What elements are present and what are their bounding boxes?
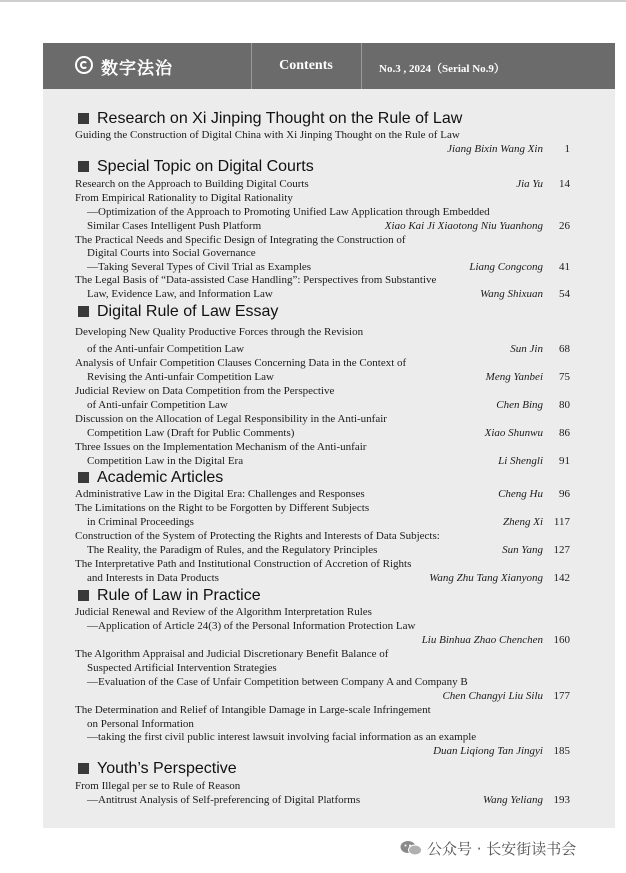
section-title: Youth’s Perspective [97,760,237,777]
entry-title: Research on the Approach to Building Digital Courts [75,178,309,190]
entry-author: Wang Zhu Tang Xianyong [429,572,543,584]
entry-title: Revising the Anti-unfair Competition Law [87,371,274,383]
entry-line [87,205,570,219]
entry-line [87,661,570,675]
entry-line [87,717,570,731]
entry-line [87,619,570,633]
entry-line [87,426,570,440]
entry-page: 160 [553,634,570,646]
entry-line [75,273,570,287]
entry-page: 26 [559,220,570,232]
entry-page: 96 [559,488,570,500]
square-bullet-icon [78,763,89,774]
page-top-border [0,0,626,2]
entry-line [87,730,570,744]
wechat-icon [400,840,422,856]
entry-line [87,287,570,301]
entry-title: The Reality, the Paradigm of Rules, and the Regulatory Principles [87,544,378,556]
entry-line [75,557,570,571]
contents-title: Contents [279,58,333,73]
entry-page: 1 [564,143,570,155]
entry-title: The Algorithm Appraisal and Judicial Discretionary Benefit Balance of [75,648,389,660]
entry-line [87,793,570,807]
entry-line [87,342,570,356]
entry-title: From Empirical Rationality to Digital Rationality [75,192,293,204]
entry-line [75,703,570,717]
entry-title: The Legal Basis of “Data-assisted Case Handling”: Perspectives from Substantive [75,274,437,286]
entry-title: Judicial Renewal and Review of the Algorithm Interpretation Rules [75,606,372,618]
entry-page: 75 [559,371,570,383]
entry-line [75,128,570,142]
square-bullet-icon [78,113,89,124]
entry-author: Liu Binhua Zhao Chenchen [421,634,543,646]
section-heading [78,110,462,130]
entry-title: From Illegal per se to Rule of Reason [75,780,241,792]
section-heading [78,469,223,489]
entry-line [87,454,570,468]
section-title: Digital Rule of Law Essay [97,303,279,320]
entry-title: Analysis of Unfair Competition Clauses Concerning Data in the Context of [75,357,407,369]
entry-title: —Application of Article 24(3) of the Personal Information Protection Law [87,620,416,632]
section-title: Special Topic on Digital Courts [97,158,314,175]
entry-line [75,501,570,515]
entry-line [75,605,570,619]
section-heading [78,760,237,780]
entry-line [87,370,570,384]
entry-title: Digital Courts into Social Governance [87,247,256,259]
entry-title: Competition Law in the Digital Era [87,455,244,467]
entry-title: Three Issues on the Implementation Mechanism of the Anti-unfair [75,441,367,453]
entry-title: Similar Cases Intelligent Push Platform [87,220,262,232]
entry-line [75,529,570,543]
entry-line [87,260,570,274]
entry-title: Construction of the System of Protecting the Rights and Interests of Data Subjects: [75,530,440,542]
entry-page: 80 [559,399,570,411]
entry-line [87,675,570,689]
section-heading [78,303,278,323]
contents-header-bar [43,43,615,89]
entry-author: Wang Yeliang [482,794,543,806]
entry-line [75,440,570,454]
entry-author: Sun Yang [502,544,543,556]
journal-logo-text: 数字法治 [101,59,173,79]
entry-line [75,177,570,191]
entry-line [75,384,570,398]
issue-number: No.3 , 2024（Serial No.9） [379,63,505,75]
entry-author: Li Shengli [498,455,543,467]
entry-title: The Determination and Relief of Intangible Damage in Large-scale Infringement [75,704,431,716]
entry-line [75,325,570,339]
entry-author: Jia Yu [516,178,543,190]
entry-title: Judicial Review on Data Competition from the Perspective [75,385,335,397]
entry-line [75,356,570,370]
entry-line [87,246,570,260]
entry-page: 91 [559,455,570,467]
entry-page: 54 [559,288,570,300]
entry-line [87,515,570,529]
entry-line [75,779,570,793]
entry-line [75,487,570,501]
entry-author: Xiao Kai Ji Xiaotong Niu Yuanhong [384,220,543,232]
entry-title: Law, Evidence Law, and Information Law [87,288,273,300]
entry-title: of the Anti-unfair Competition Law [87,343,245,355]
entry-line [87,398,570,412]
section-title: Research on Xi Jinping Thought on the Rule of Law [97,110,463,127]
section-heading [78,587,261,607]
entry-author: Sun Jin [510,343,543,355]
entry-page: 193 [553,794,570,806]
entry-title: in Criminal Proceedings [87,516,194,528]
entry-page: 177 [553,690,570,702]
entry-title: The Interpretative Path and Institutional Construction of Accretion of Rights [75,558,412,570]
entry-title: —Taking Several Types of Civil Trial as Examples [87,261,312,273]
entry-line [75,191,570,205]
entry-title: Developing New Quality Productive Forces through the Revision [75,326,364,338]
entry-author: Chen Changyi Liu Silu [442,690,543,702]
entry-title: Suspected Artificial Intervention Strategies [87,662,277,674]
entry-line [87,219,570,233]
square-bullet-icon [78,161,89,172]
entry-line [87,571,570,585]
section-title: Academic Articles [97,469,224,486]
entry-author: Jiang Bixin Wang Xin [447,143,543,155]
entry-page: 86 [559,427,570,439]
entry-title: Administrative Law in the Digital Era: Challenges and Responses [75,488,365,500]
entry-page: 127 [553,544,570,556]
entry-title: —Evaluation of the Case of Unfair Competition between Company A and Company B [87,676,468,688]
entry-title: Competition Law (Draft for Public Comments) [87,427,295,439]
entry-title: The Practical Needs and Specific Design of Integrating the Construction of [75,234,406,246]
entry-page: 14 [559,178,570,190]
entry-page: 68 [559,343,570,355]
entry-title: Discussion on the Allocation of Legal Responsibility in the Anti-unfair [75,413,387,425]
entry-author: Chen Bing [496,399,543,411]
square-bullet-icon [78,590,89,601]
entry-title: —Optimization of the Approach to Promoting Unified Law Application through Embedded [87,206,490,218]
entry-title: of Anti-unfair Competition Law [87,399,228,411]
entry-line [75,412,570,426]
entry-title: The Limitations on the Right to be Forgotten by Different Subjects [75,502,370,514]
entry-page: 185 [553,745,570,757]
entry-author: Cheng Hu [498,488,543,500]
square-bullet-icon [78,306,89,317]
watermark-text: 公众号 · 长安街读书会 [427,840,577,858]
entry-author: Duan Liqiong Tan Jingyi [433,745,543,757]
entry-line [87,543,570,557]
section-title: Rule of Law in Practice [97,587,261,604]
entry-author: Xiao Shunwu [484,427,543,439]
entry-title: on Personal Information [87,718,194,730]
entry-title: Guiding the Construction of Digital China with Xi Jinping Thought on the Rule of Law [75,129,460,141]
section-heading [78,158,314,178]
entry-author: Wang Shixuan [480,288,543,300]
journal-logo-icon [75,56,93,74]
entry-title: and Interests in Data Products [87,572,219,584]
entry-title: —Antitrust Analysis of Self-preferencing of Digital Platforms [87,794,361,806]
entry-line [75,233,570,247]
entry-page: 142 [553,572,570,584]
entry-page: 117 [553,516,570,528]
entry-author: Zheng Xi [502,516,543,528]
entry-author: Liang Congcong [469,261,543,273]
entry-line [75,647,570,661]
entry-author: Meng Yanbei [485,371,543,383]
entry-title: —taking the first civil public interest lawsuit involving facial information as an example [87,731,477,743]
entry-page: 41 [559,261,570,273]
square-bullet-icon [78,472,89,483]
